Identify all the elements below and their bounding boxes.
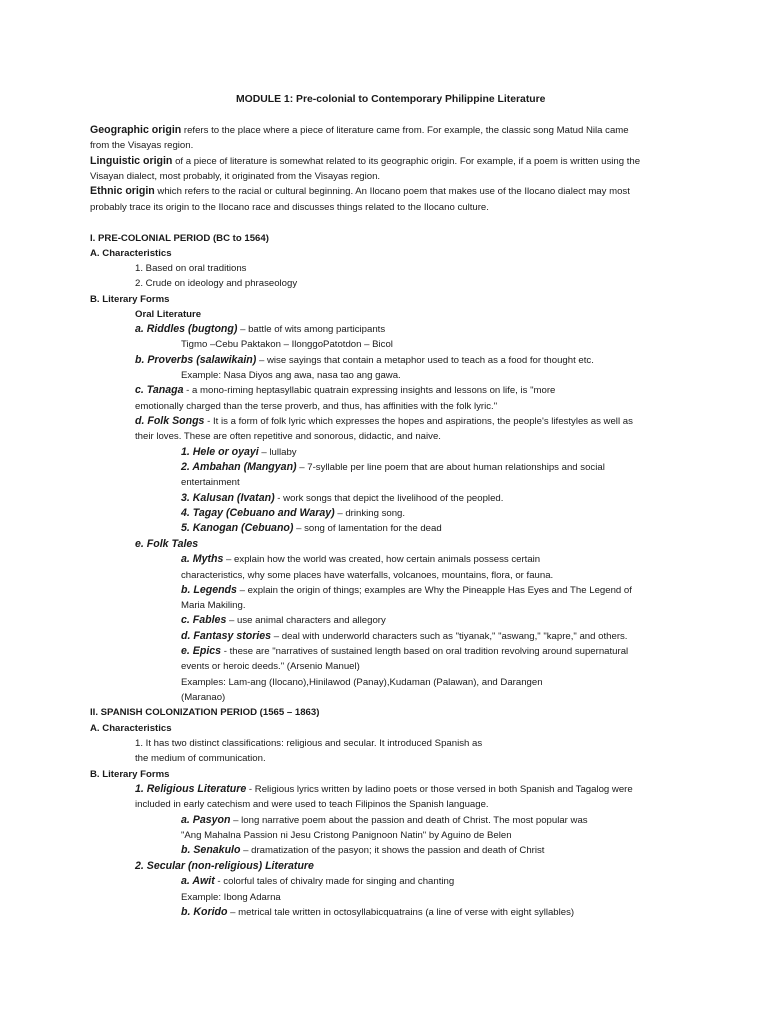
folk-tales-heading: e. Folk Tales xyxy=(135,538,199,550)
religious-cont: included in early catechism and were used to teach Filipinos the Spanish language. xyxy=(135,799,489,810)
riddles-entry: a. Riddles (bugtong) – battle of wits among participants xyxy=(135,323,386,335)
legends-cont: Maria Makiling. xyxy=(181,600,246,611)
folk-songs-cont: their loves. These are often repetitive and sonorous, didactic, and naive. xyxy=(135,431,441,442)
riddles-example: Tigmo –Cebu Paktakon – IlonggoPatotdon – Bicol xyxy=(181,339,393,350)
section-precolonial: I. PRE-COLONIAL PERIOD (BC to 1564) xyxy=(90,233,269,244)
epics-examples-cont: (Maranao) xyxy=(181,692,226,703)
tanaga-entry: c. Tanaga - a mono-riming heptasyllabic quatrain expressing insights and lessons on life, is "more xyxy=(135,384,556,396)
tagay-entry: 4. Tagay (Cebuano and Waray) – drinking song. xyxy=(181,507,406,519)
fables-entry: c. Fables – use animal characters and allegory xyxy=(181,614,386,626)
term-geographic: Geographic origin xyxy=(90,124,182,136)
proverbs-example: Example: Nasa Diyos ang awa, nasa tao ang gawa. xyxy=(181,370,401,381)
hele-entry: 1. Hele or oyayi – lullaby xyxy=(181,446,297,458)
kalusan-entry: 3. Kalusan (Ivatan) - work songs that depict the livelihood of the peopled. xyxy=(181,492,504,504)
precolonial-characteristics: A. Characteristics xyxy=(90,248,172,259)
senakulo-entry: b. Senakulo – dramatization of the pasyon; it shows the passion and death of Christ xyxy=(181,844,545,856)
epics-examples: Examples: Lam-ang (Ilocano),Hinilawod (Panay),Kudaman (Palawan), and Darangen xyxy=(181,677,543,688)
folk-songs-entry: d. Folk Songs - It is a form of folk lyric which expresses the hopes and aspirations, the people's lifestyles as well as xyxy=(135,415,633,427)
fantasy-entry: d. Fantasy stories – deal with underworld characters such as "tiyanak," "aswang," "kapre," and others. xyxy=(181,630,628,642)
ambahan-entry: 2. Ambahan (Mangyan) – 7-syllable per line poem that are about human relationships and social xyxy=(181,461,605,473)
pasyon-cont: "Ang Mahalna Passion ni Jesu Cristong Panignoon Natin" by Aguino de Belen xyxy=(181,830,512,841)
intro-ethnic: Ethnic origin which refers to the racial or cultural beginning. An Ilocano poem that makes use of the Ilocano dialect may most xyxy=(90,185,630,197)
list-item: 1. Based on oral traditions xyxy=(135,263,247,274)
intro-ethnic-cont: probably trace its origin to the Ilocano race and discusses things related to the Ilocano culture. xyxy=(90,202,489,213)
term-linguistic: Linguistic origin xyxy=(90,155,173,167)
intro-geographic: Geographic origin refers to the place where a piece of literature came from. For example, the classic song Matud Nila came xyxy=(90,124,629,136)
myths-cont: characteristics, why some places have waterfalls, volcanoes, mountains, flora, or fauna. xyxy=(181,570,554,581)
pasyon-entry: a. Pasyon – long narrative poem about the passion and death of Christ. The most popular was xyxy=(181,814,588,826)
oral-literature-heading: Oral Literature xyxy=(135,309,202,320)
intro-linguistic-cont: Visayan dialect, most probably, it originated from the Visayas region. xyxy=(90,171,381,182)
epics-entry: e. Epics - these are "narratives of sustained length based on oral tradition revolving around supernatural xyxy=(181,645,629,657)
intro-geographic-cont: from the Visayas region. xyxy=(90,140,194,151)
precolonial-literary-forms: B. Literary Forms xyxy=(90,294,170,305)
tanaga-cont: emotionally charged than the terse proverb, and thus, has affinities with the folk lyric." xyxy=(135,401,498,412)
awit-example: Example: Ibong Adarna xyxy=(181,892,281,903)
section-spanish: II. SPANISH COLONIZATION PERIOD (1565 – 1863) xyxy=(90,707,320,718)
list-item-cont: the medium of communication. xyxy=(135,753,266,764)
kanogan-entry: 5. Kanogan (Cebuano) – song of lamentation for the dead xyxy=(181,522,442,534)
intro-linguistic: Linguistic origin of a piece of literature is somewhat related to its geographic origin. For example, if a poem is written using the xyxy=(90,155,641,167)
term-ethnic: Ethnic origin xyxy=(90,185,155,197)
awit-entry: a. Awit - colorful tales of chivalry made for singing and chanting xyxy=(181,875,455,887)
spanish-literary-forms: B. Literary Forms xyxy=(90,769,170,780)
korido-entry: b. Korido – metrical tale written in octosyllabicquatrains (a line of verse with eight syllables) xyxy=(181,906,575,918)
legends-entry: b. Legends – explain the origin of things; examples are Why the Pineapple Has Eyes and The Legend of xyxy=(181,584,632,596)
list-item: 2. Crude on ideology and phraseology xyxy=(135,278,298,289)
proverbs-entry: b. Proverbs (salawikain) – wise sayings that contain a metaphor used to teach as a food for thought etc. xyxy=(135,354,594,366)
list-item: 1. It has two distinct classifications: religious and secular. It introduced Spanish as xyxy=(135,738,483,749)
spanish-characteristics: A. Characteristics xyxy=(90,723,172,734)
ambahan-cont: entertainment xyxy=(181,477,240,488)
epics-cont: events or heroic deeds." (Arsenio Manuel) xyxy=(181,661,360,672)
page-title: MODULE 1: Pre-colonial to Contemporary Philippine Literature xyxy=(236,94,546,105)
myths-entry: a. Myths – explain how the world was created, how certain animals possess certain xyxy=(181,553,541,565)
religious-entry: 1. Religious Literature - Religious lyrics written by ladino poets or those versed in both Spanish and Tagalog were xyxy=(135,783,633,795)
secular-heading: 2. Secular (non-religious) Literature xyxy=(135,860,314,872)
